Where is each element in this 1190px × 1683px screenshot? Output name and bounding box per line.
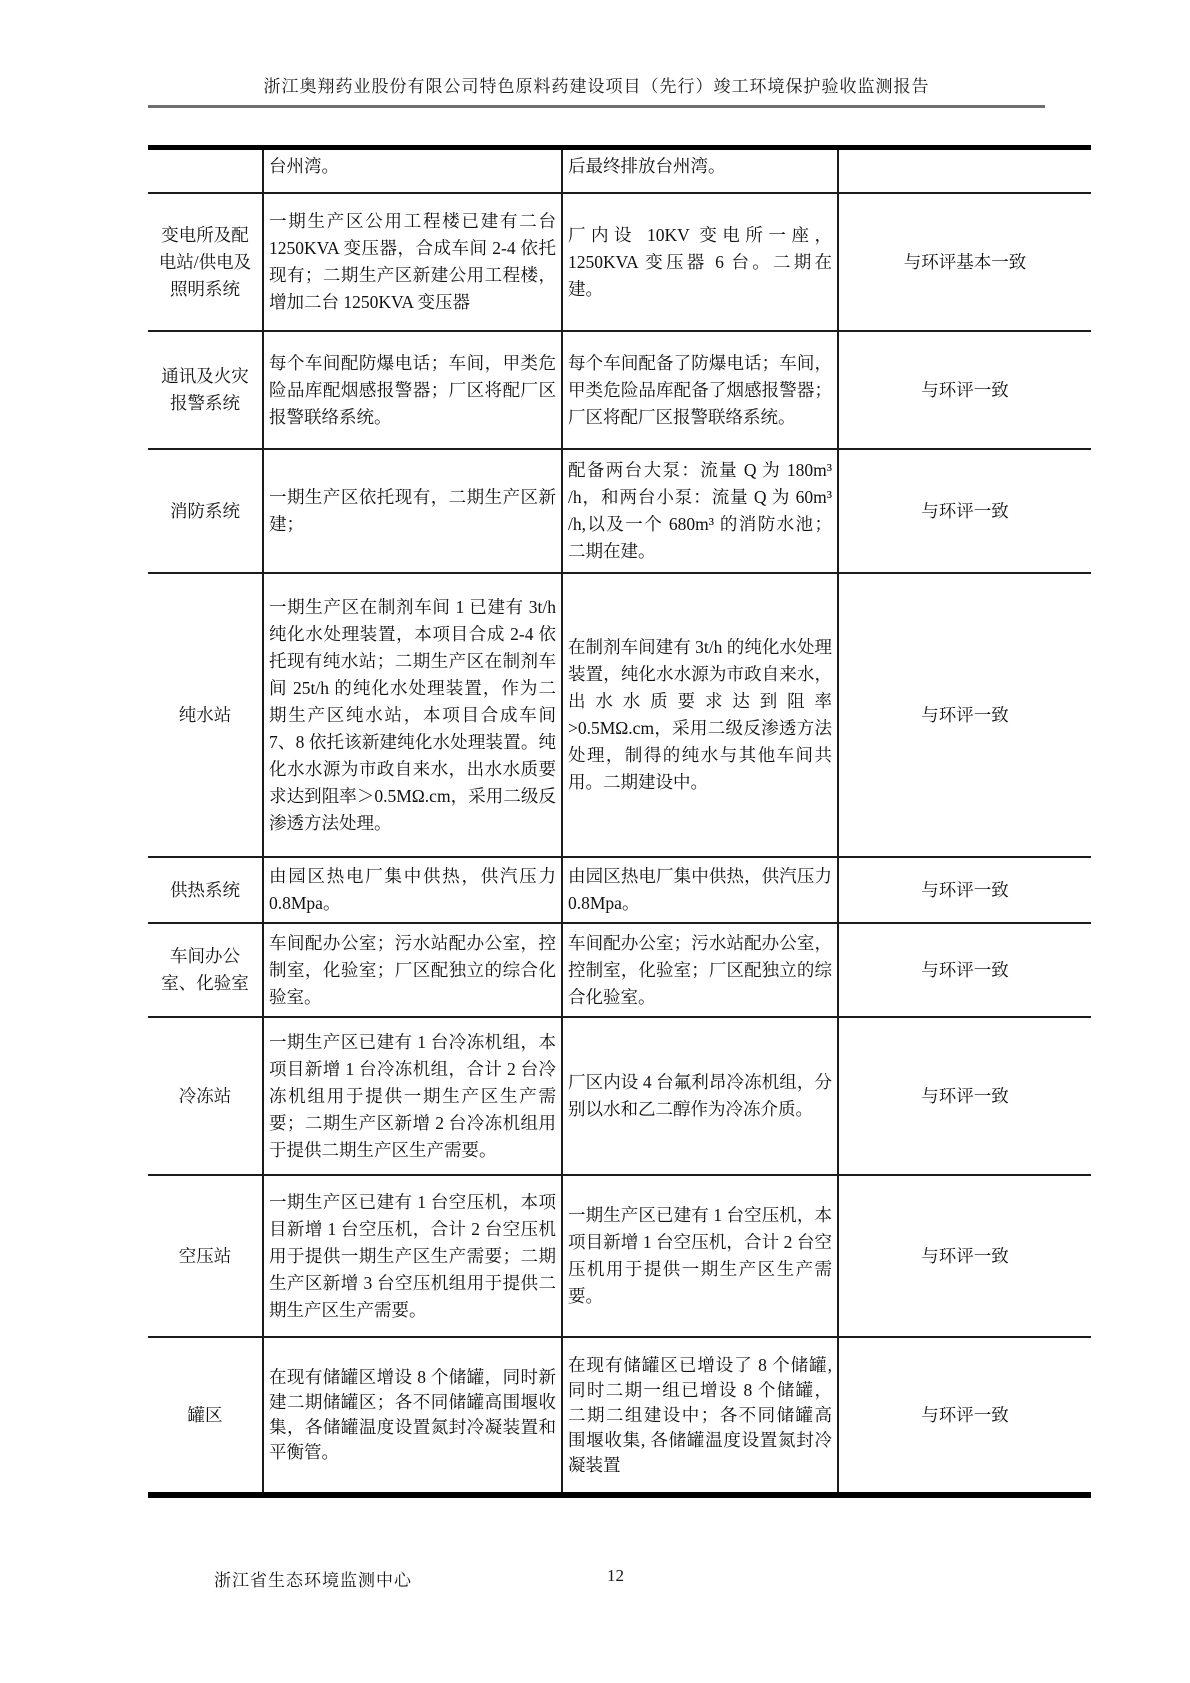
row-label: 冷冻站: [148, 1017, 263, 1175]
ea-requirement-cell: 一期生产区已建有 1 台空压机，本项目新增 1 台空压机，合计 2 台空压机用于提供一期生产区生产需要；二期生产区新增 3 台空压机组用于提供二期生产区生产需要。: [263, 1175, 562, 1337]
row-label: 消防系统: [148, 449, 263, 573]
table-row: [148, 449, 1091, 573]
header-title: 浙江奥翔药业股份有限公司特色原料药建设项目（先行）竣工环境保护验收监测报告: [263, 77, 930, 96]
conclusion-cell: 与环评一致: [838, 1175, 1091, 1337]
ea-requirement-cell: 一期生产区依托现有，二期生产区新建；: [263, 449, 562, 573]
conclusion-cell: 与环评一致: [838, 1017, 1091, 1175]
table-row: [148, 573, 1091, 857]
actual-construction-cell: 车间配办公室；污水站配办公室，控制室，化验室；厂区配独立的综合化验室。: [562, 923, 838, 1017]
facilities-comparison-table: [148, 145, 1091, 1498]
row-label: 罐区: [148, 1337, 263, 1495]
conclusion-cell: [838, 148, 1091, 194]
ea-requirement-cell: 每个车间配防爆电话；车间，甲类危险品库配烟感报警器；厂区将配厂区报警联络系统。: [263, 331, 562, 449]
table-row: [148, 331, 1091, 449]
footer-page-number: 12: [607, 1566, 624, 1585]
row-label: 纯水站: [148, 573, 263, 857]
table-row: [148, 1175, 1091, 1337]
table-row: [148, 1017, 1091, 1175]
conclusion-cell: 与环评一致: [838, 923, 1091, 1017]
ea-requirement-cell: 一期生产区已建有 1 台冷冻机组，本项目新增 1 台冷冻机组，合计 2 台冷冻机组用于提供一期生产区生产需要；二期生产区新增 2 台冷冻机组用于提供二期生产区生产需要。: [263, 1017, 562, 1175]
ea-requirement-cell: 一期生产区在制剂车间 1 已建有 3t/h 纯化水处理装置，本项目合成 2-4 依托现有纯水站；二期生产区在制剂车间 25t/h 的纯化水处理装置，作为二期生产区纯水站，本项目合成车间 7、8 依托该新建纯化水处理装置。纯化水水源为市政自来水，出水水质要求达到阻率＞0.5MΩ.cm，采用二级反渗透方法处理。: [263, 573, 562, 857]
conclusion-cell: 与环评一致: [838, 857, 1091, 923]
actual-construction-cell: 后最终排放台州湾。: [562, 148, 838, 194]
actual-construction-cell: 每个车间配备了防爆电话；车间，甲类危险品库配备了烟感报警器；厂区将配厂区报警联络系统。: [562, 331, 838, 449]
row-label: 供热系统: [148, 857, 263, 923]
ea-requirement-cell: 车间配办公室；污水站配办公室，控制室，化验室；厂区配独立的综合化验室。: [263, 923, 562, 1017]
actual-construction-cell: 一期生产区已建有 1 台空压机，本项目新增 1 台空压机，合计 2 台空压机用于提供一期生产区生产需要。: [562, 1175, 838, 1337]
conclusion-cell: 与环评一致: [838, 1337, 1091, 1495]
actual-construction-cell: 配备两台大泵：流量 Q 为 180m³ /h，和两台小泵：流量 Q 为 60m³ /h,以及一个 680m³ 的消防水池；二期在建。: [562, 449, 838, 573]
row-label: 空压站: [148, 1175, 263, 1337]
conclusion-cell: 与环评一致: [838, 573, 1091, 857]
actual-construction-cell: 厂内设 10KV 变电所一座，1250KVA 变压器 6 台。二期在建。: [562, 193, 838, 331]
ea-requirement-cell: 在现有储罐区增设 8 个储罐，同时新建二期储罐区；各不同储罐高围堰收集，各储罐温度设置氮封冷凝装置和平衡管。: [263, 1337, 562, 1495]
table-row: [148, 857, 1091, 923]
table-row: [148, 1337, 1091, 1495]
page-header: [148, 72, 1045, 108]
table-row: [148, 193, 1091, 331]
conclusion-cell: 与环评一致: [838, 331, 1091, 449]
actual-construction-cell: 厂区内设 4 台氟利昂冷冻机组，分别以水和乙二醇作为冷冻介质。: [562, 1017, 838, 1175]
ea-requirement-cell: 由园区热电厂集中供热，供汽压力 0.8Mpa。: [263, 857, 562, 923]
actual-construction-cell: 在制剂车间建有 3t/h 的纯化水处理装置，纯化水水源为市政自来水，出水水质要求达到阻率>0.5MΩ.cm，采用二级反渗透方法处理，制得的纯水与其他车间共用。二期建设中。: [562, 573, 838, 857]
row-label: 通讯及火灾报警系统: [148, 331, 263, 449]
header-rule: [148, 105, 1045, 108]
actual-construction-cell: 在现有储罐区已增设了 8 个储罐,同时二期一组已增设 8 个储罐， 二期二组建设中；各不同储罐高 围堰收集, 各储罐温度设置氮封冷凝装置: [562, 1337, 838, 1495]
row-label: 车间办公室、化验室: [148, 923, 263, 1017]
row-label: 变电所及配电站/供电及照明系统: [148, 193, 263, 331]
row-label: [148, 148, 263, 194]
table-row: [148, 148, 1091, 194]
ea-requirement-cell: 一期生产区公用工程楼已建有二台 1250KVA 变压器，合成车间 2-4 依托现有；二期生产区新建公用工程楼，增加二台 1250KVA 变压器: [263, 193, 562, 331]
footer-organization: 浙江省生态环境监测中心: [214, 1571, 412, 1590]
ea-requirement-cell: 台州湾。: [263, 148, 562, 194]
table-row: [148, 923, 1091, 1017]
conclusion-cell: 与环评一致: [838, 449, 1091, 573]
conclusion-cell: 与环评基本一致: [838, 193, 1091, 331]
actual-construction-cell: 由园区热电厂集中供热，供汽压力 0.8Mpa。: [562, 857, 838, 923]
